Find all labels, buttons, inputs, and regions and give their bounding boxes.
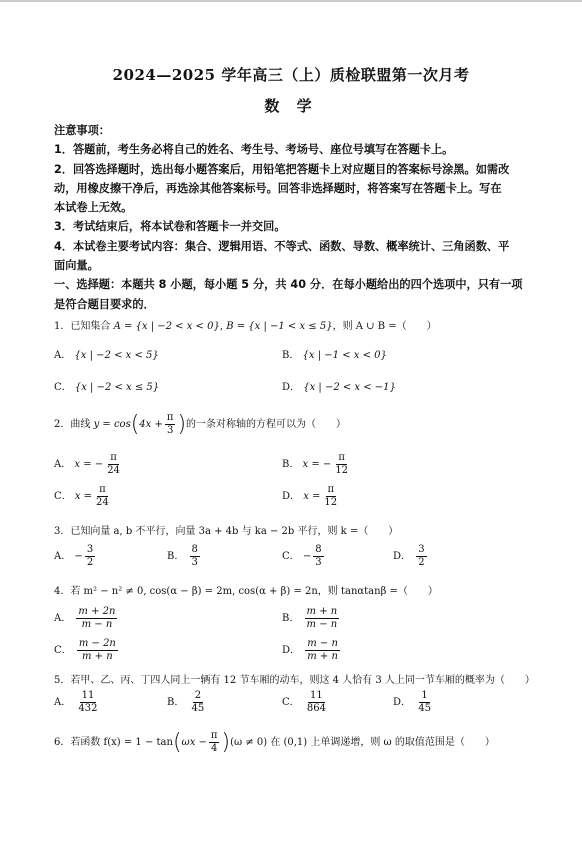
notice-block [54,121,574,314]
section-heading-line: 一、选择题：本题共 8 小题，每小题 5 分，共 40 分．在每小题给出的四个选项中，只有一项 [54,278,523,292]
question-6-stem: 6．若函数 f(x) = 1 − tan(ωx − $\frac{\pi}{4}$ )(ω ≠ 0) 在 (0,1) 上单调递增，则 ω 的取值范围是（ ） [54,730,495,755]
question-1-option-c[interactable]: C． {x | −2 < x ≤ 5} [54,382,160,393]
question-4-option-c[interactable]: C． $\frac{m - 2n}{m + n}$ [54,638,116,662]
notice-heading: 注意事项： [54,124,110,137]
notice-item: 3．考试结束后，将本试卷和答题卡一并交回。 [54,220,286,234]
question-2-option-b[interactable]: B． x = − $\frac{\pi}{12}$ [282,452,349,476]
question-4-option-a[interactable]: A． $\frac{m + 2n}{m - n}$ [54,606,116,630]
question-5-stem: 5．若甲、乙、丙、丁四人同上一辆有 12 节车厢的动车，则这 4 人恰有 3 人上同一节车厢的概率为（ ） [54,675,535,686]
question-4-option-d[interactable]: D． $\frac{m - n}{m + n}$ [282,638,338,662]
notice-item: 1．答题前，考生务必将自己的姓名、考生号、考场号、座位号填写在答题卡上。 [54,143,454,157]
question-5-option-a[interactable]: A． $\frac{11}{432}$ [54,690,98,714]
question-3-option-b[interactable]: B． $\frac{8}{3}$ [167,544,198,568]
question-5-option-b[interactable]: B． $\frac{2}{45}$ [167,690,205,714]
notice-item: 本试卷上无效。 [54,201,133,215]
question-2-option-a[interactable]: A． x = − $\frac{\pi}{24}$ [54,452,120,476]
question-3-option-a[interactable]: A． − $\frac{3}{2}$ [54,544,94,568]
question-2-option-c[interactable]: C． x = $\frac{\pi}{24}$ [54,484,109,508]
question-5-option-d[interactable]: D． $\frac{1}{45}$ [393,690,431,714]
notice-item: 面向量。 [54,259,99,273]
question-1-option-d[interactable]: D． {x | −2 < x < −1} [282,382,396,393]
question-3-option-d[interactable]: D． $\frac{3}{2}$ [393,544,425,568]
exam-title: 2024—2025 学年高三（上）质检联盟第一次月考 [112,66,470,84]
question-2-stem: 2．曲线 y = cos(4x + $\frac{\pi}{3}$ )的一条对称轴的方程可以为（ ） [54,412,347,437]
exam-subject: 数 学 [264,97,318,115]
question-2-option-d[interactable]: D． x = $\frac{\pi}{12}$ [282,484,338,508]
top-border [0,0,582,2]
notice-item: 4．本试卷主要考试内容：集合、逻辑用语、不等式、函数、导数、概率统计、三角函数、平 [54,239,510,253]
section-heading-line: 是符合题目要求的． [54,297,155,311]
question-1-option-a[interactable]: A． {x | −2 < x < 5} [54,350,159,361]
question-1-stem: 1．已知集合 A = {x | −2 < x < 0}, B = {x | −1 < x ≤ 5}，则 A ∪ B =（ ） [54,321,437,332]
question-3-option-c[interactable]: C． − $\frac{8}{3}$ [282,544,322,568]
question-3-stem: 3．已知向量 a, b 不平行，向量 3a + 4b 与 ka − 2b 平行，则 k =（ ） [54,526,399,537]
question-5-option-c[interactable]: C． $\frac{11}{864}$ [282,690,326,714]
notice-item: 2．回答选择题时，选出每小题答案后，用铅笔把答题卡上对应题目的答案标号涂黑。如需改 [54,162,510,176]
notice-item: 动，用橡皮擦干净后，再选涂其他答案标号。回答非选择题时，将答案写在答题卡上。写在 [54,181,502,195]
question-1-option-b[interactable]: B． {x | −1 < x < 0} [282,350,387,361]
question-4-stem: 4．若 m² − n² ≠ 0, cos(α − β) = 2m, cos(α + β) = 2n，则 tanαtanβ =（ ） [54,586,438,597]
question-4-option-b[interactable]: B． $\frac{m + n}{m - n}$ [282,606,338,630]
